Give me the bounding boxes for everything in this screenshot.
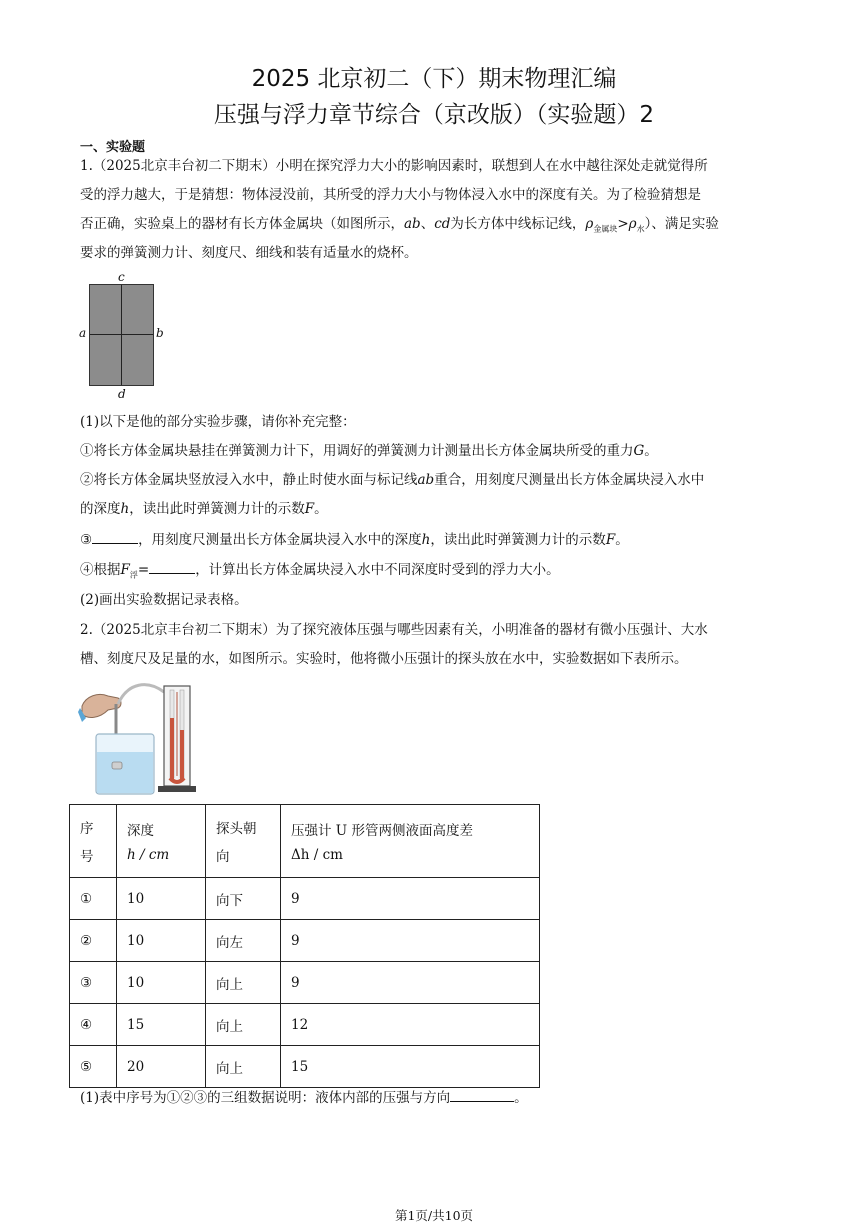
table-cell: 向下 [206,878,281,920]
q1-step1: ①将长方体金属块悬挂在弹簧测力计下，用调好的弹簧测力计测量出长方体金属块所受的重力G。 [80,443,658,459]
metal-block [89,284,154,386]
header-cell: 压强计 U 形管两侧液面高度差 Δh / cm [281,805,540,878]
table-cell: ③ [70,962,117,1004]
answer-blank[interactable] [149,559,195,574]
table-cell: 10 [117,962,206,1004]
table-cell: 向左 [206,920,281,962]
table-cell: ① [70,878,117,920]
pressure-gauge-apparatus [78,678,203,798]
table-cell: 10 [117,878,206,920]
table-row [70,1004,540,1046]
table-cell: ② [70,920,117,962]
answer-blank[interactable] [450,1087,514,1102]
data-table [69,804,540,1088]
header-cell: 深度 h / cm [117,805,206,878]
header-cell: 序 号 [70,805,117,878]
table-row [70,1046,540,1088]
q1-line1: 1.（2025北京丰台初二下期末）小明在探究浮力大小的影响因素时，联想到人在水中越往深处走就觉得所 [80,158,708,174]
line-cd [121,285,122,385]
table-row [70,920,540,962]
table-cell: ④ [70,1004,117,1046]
q1-step2-line1: ②将长方体金属块竖放浸入水中，静止时使水面与标记线ab重合，用刻度尺测量出长方体金属块浸入水中 [80,472,705,488]
q1-line4: 要求的弹簧测力计、刻度尺、细线和装有适量水的烧杯。 [80,245,418,261]
q1-step2-line2: 的深度h，读出此时弹簧测力计的示数F。 [80,501,328,517]
document-title-line1: 2025 北京初二（下）期末物理汇编 [251,66,617,92]
table-cell: 15 [281,1046,540,1088]
answer-blank[interactable] [92,529,138,544]
table-cell: 9 [281,920,540,962]
q2-part1: (1)表中序号为①②③的三组数据说明：液体内部的压强与方向 。 [80,1084,792,1113]
table-cell: 向上 [206,1046,281,1088]
line-ab [90,334,153,335]
metal-block-figure [78,270,170,402]
table-row [70,962,540,1004]
table-row [70,878,540,920]
table-cell: 向上 [206,1004,281,1046]
q2-line2: 槽、刻度尺及足量的水，如图所示。实验时，他将微小压强计的探头放在水中，实验数据如下表所示。 [80,651,688,667]
q1-part1-intro: (1)以下是他的部分实验步骤，请你补充完整： [80,414,356,430]
q1-step4: ④根据$F_浮=$ ，计算出长方体金属块浸入水中不同深度时受到的浮力大小。 [80,556,792,590]
table-cell: ⑤ [70,1046,117,1088]
q1-step3: ③ ，用刻度尺测量出长方体金属块浸入水中的深度h，读出此时弹簧测力计的示数F。 [80,526,792,555]
document-title-line2: 压强与浮力章节综合（京改版）（实验题）2 [213,102,655,128]
table-cell: 10 [117,920,206,962]
q1-line3: 否正确，实验桌上的器材有长方体金属块（如图所示，ab、cd为长方体中线标记线，$\rho_{金属块}>\rho_水$）、满足实验 [80,216,719,234]
q1-line2: 受的浮力越大，于是猜想：物体浸没前，其所受的浮力大小与物体浸入水中的深度有关。为了检验猜想是 [80,187,701,203]
table-cell: 20 [117,1046,206,1088]
label-d: d [118,387,126,401]
table-cell: 向上 [206,962,281,1004]
table-cell: 15 [117,1004,206,1046]
table-cell: 9 [281,962,540,1004]
label-a: a [79,326,87,340]
label-b: b [156,326,164,340]
q2-line1: 2.（2025北京丰台初二下期末）为了探究液体压强与哪些因素有关，小明准备的器材有微小压强计、大水 [80,622,708,638]
table-cell: 12 [281,1004,540,1046]
q1-part2: (2)画出实验数据记录表格。 [80,592,248,608]
header-cell: 探头朝 向 [206,805,281,878]
label-c: c [118,270,125,284]
page-footer: 第1页/共10页 [394,1208,474,1223]
section-heading: 一、实验题 [80,140,146,155]
table-cell: 9 [281,878,540,920]
table-header-row [70,805,540,878]
